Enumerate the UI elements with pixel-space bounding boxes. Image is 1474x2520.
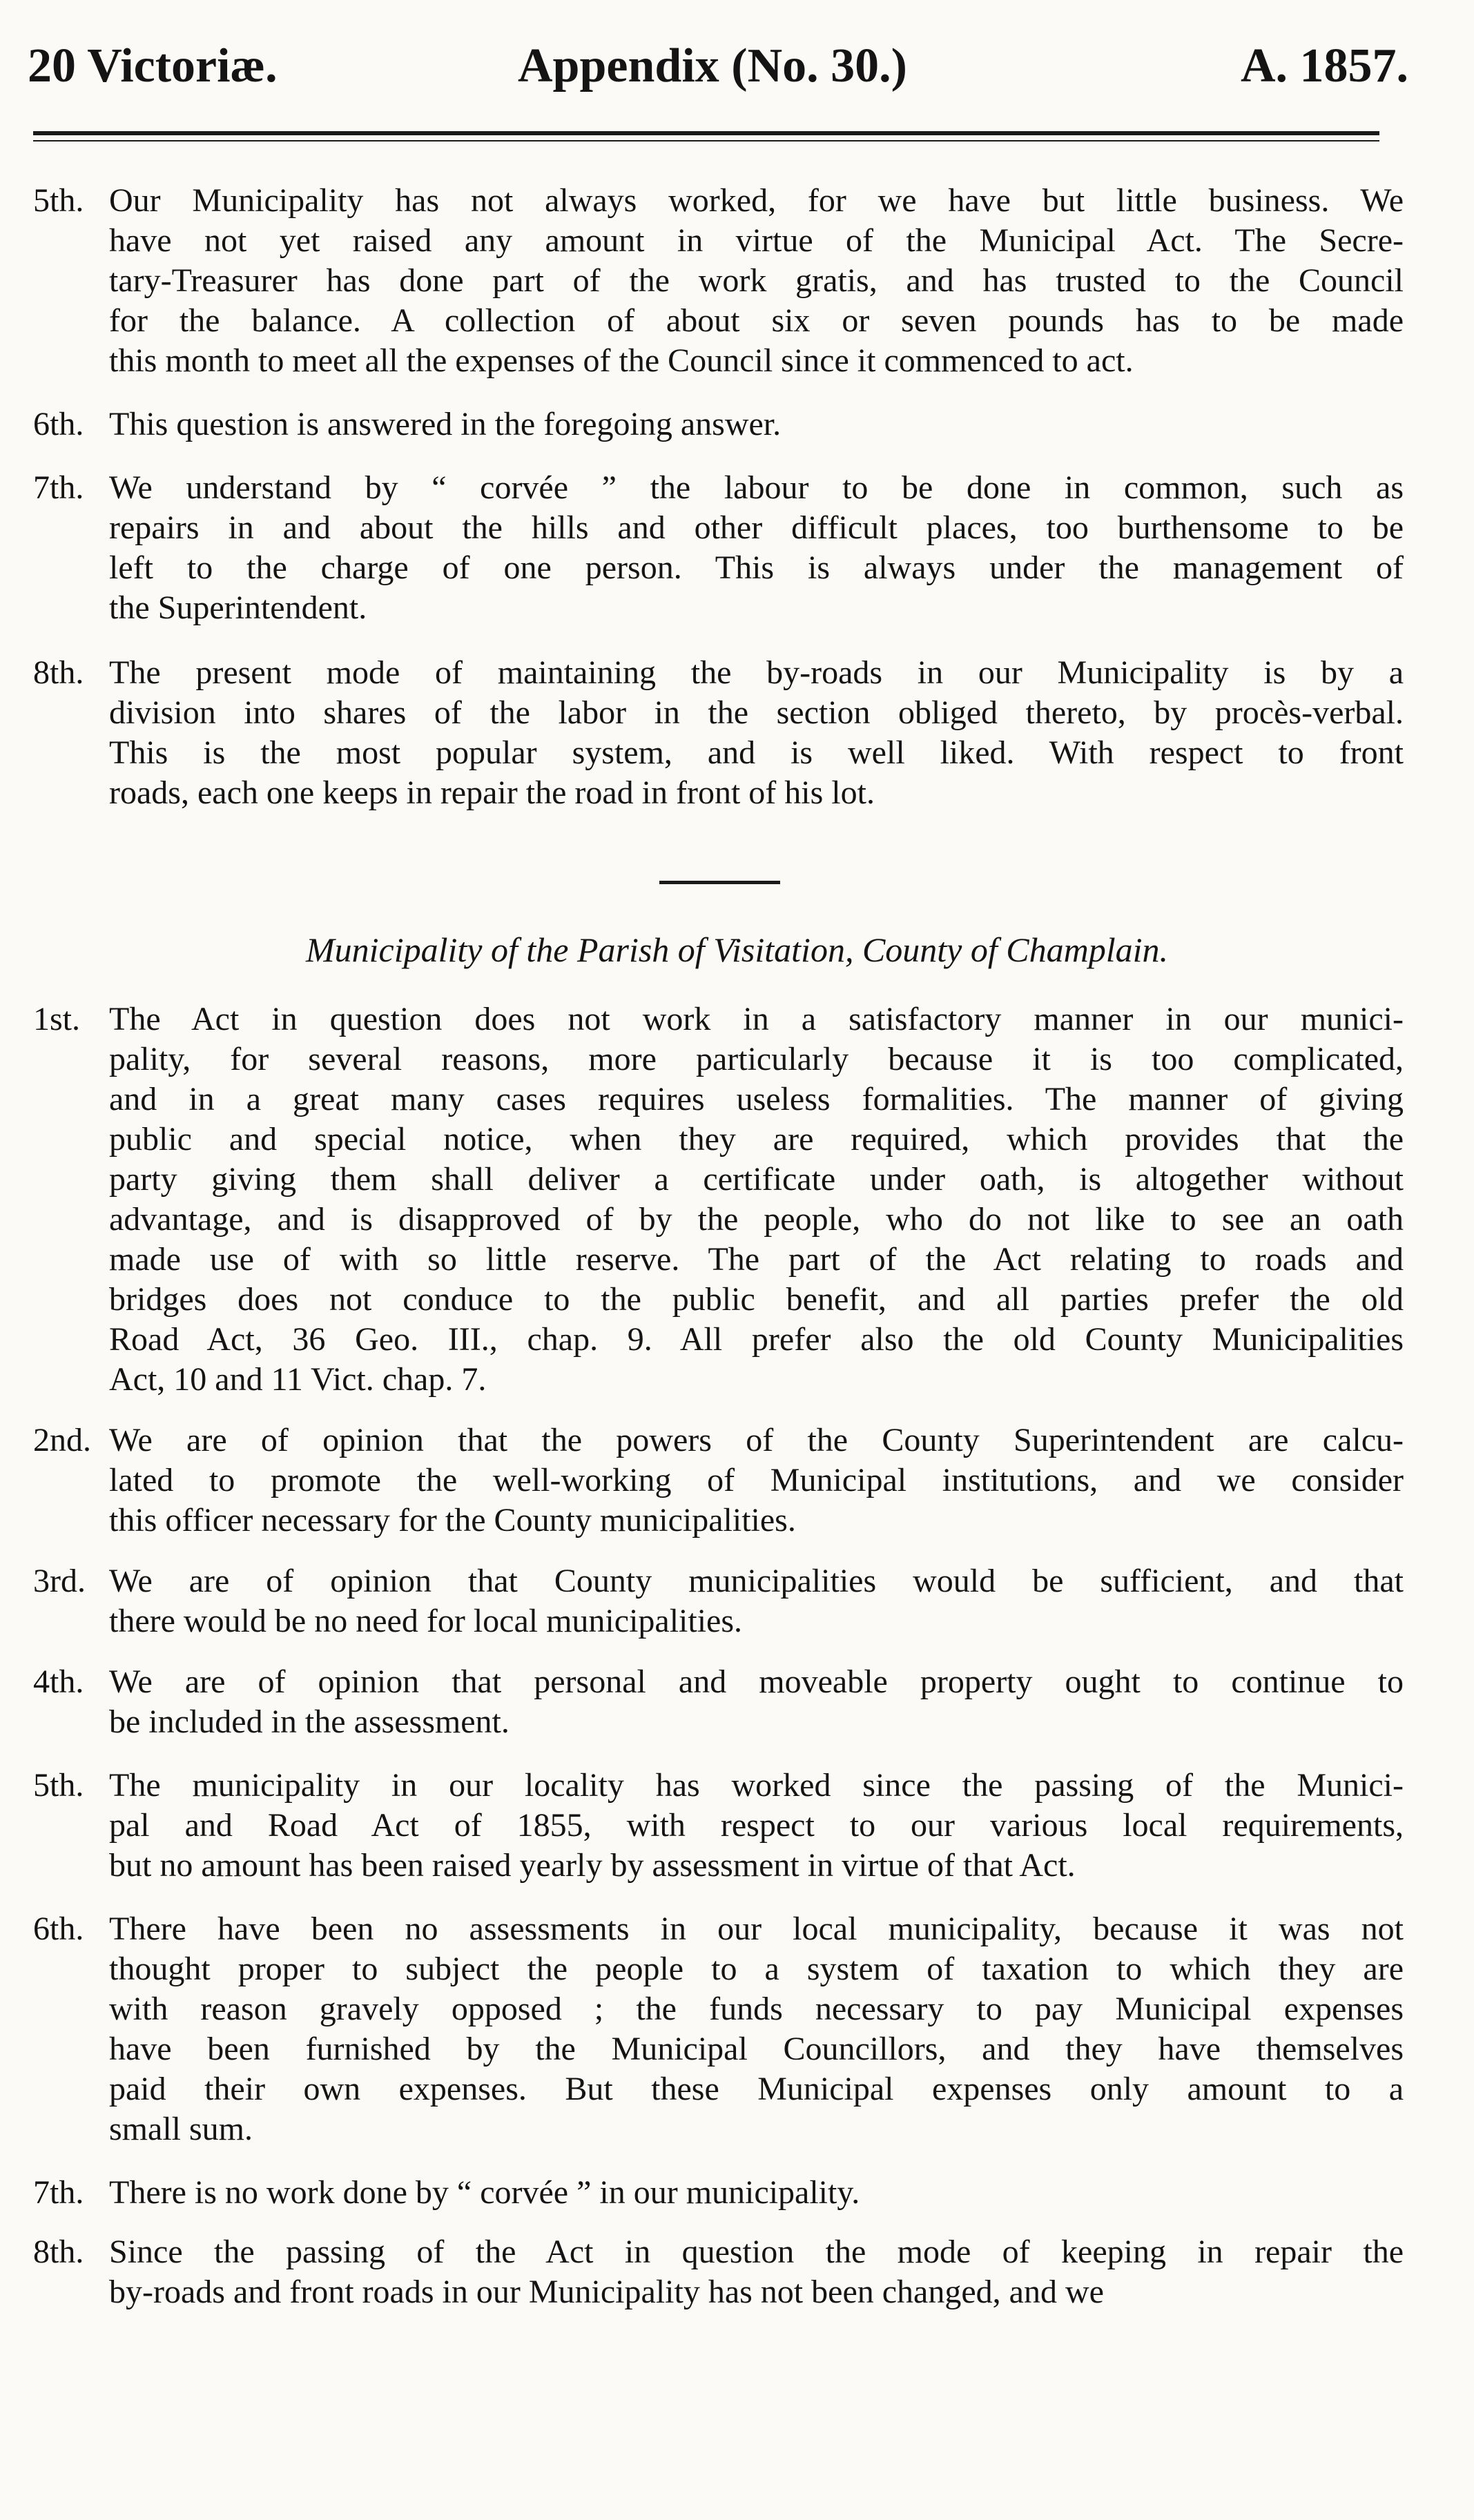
answer-line: Act, 10 and 11 Vict. chap. 7. bbox=[109, 1361, 487, 1398]
answer-paragraph bbox=[33, 181, 1404, 381]
answers-block-previous bbox=[33, 181, 1404, 813]
header-appendix: Appendix (No. 30.) bbox=[518, 39, 907, 92]
answer-line: We are of opinion that County municipalities would be sufficient, and that bbox=[109, 1563, 1404, 1599]
answer-paragraph bbox=[33, 1909, 1404, 2149]
answer-paragraph bbox=[33, 404, 1404, 445]
answer-paragraph bbox=[33, 999, 1404, 1400]
answer-paragraph bbox=[33, 468, 1404, 628]
answer-paragraph bbox=[33, 1420, 1404, 1541]
answer-number: 3rd. bbox=[33, 1563, 86, 1599]
answer-line: The Act in question does not work in a satisfactory manner in our munici- bbox=[109, 1001, 1404, 1037]
answer-number: 1st. bbox=[33, 1001, 81, 1037]
answer-line: We understand by “ corvée ” the labour to be done in common, such as bbox=[109, 469, 1404, 506]
answer-line: roads, each one keeps in repair the road in front of his lot. bbox=[109, 774, 875, 811]
answer-line: bridges does not conduce to the public benefit, and all parties prefer the old bbox=[109, 1281, 1404, 1318]
answer-line: This is the most popular system, and is well liked. With respect to front bbox=[109, 734, 1404, 771]
answer-line: We are of opinion that personal and moveable property ought to continue to bbox=[109, 1663, 1404, 1700]
answer-line: party giving them shall deliver a certificate under oath, is altogether without bbox=[109, 1161, 1404, 1198]
answer-line: Since the passing of the Act in question the mode of keeping in repair the bbox=[109, 2234, 1404, 2270]
answer-number: 7th. bbox=[33, 2174, 84, 2211]
answers-block-visitation bbox=[33, 999, 1404, 2312]
answer-line: there would be no need for local municipalities. bbox=[109, 1603, 743, 1639]
answer-number: 5th. bbox=[33, 1767, 84, 1804]
answer-line: for the balance. A collection of about six or seven pounds has to be made bbox=[109, 302, 1404, 339]
answer-line: We are of opinion that the powers of the County Superintendent are calcu- bbox=[109, 1422, 1404, 1458]
answer-line: small sum. bbox=[109, 2111, 253, 2147]
answer-number: 4th. bbox=[33, 1663, 84, 1700]
section-divider bbox=[659, 881, 780, 884]
answer-line: made use of with so little reserve. The part of the Act relating to roads and bbox=[109, 1241, 1404, 1278]
answer-line: and in a great many cases requires useless formalities. The manner of giving bbox=[109, 1081, 1404, 1117]
answer-number: 5th. bbox=[33, 182, 84, 219]
section-title: Municipality of the Parish of Visitation, County of Champlain. bbox=[305, 930, 1169, 969]
answer-line: tary-Treasurer has done part of the work gratis, and has trusted to the Council bbox=[109, 262, 1404, 299]
answer-line: Our Municipality has not always worked, for we have but little business. We bbox=[109, 182, 1404, 219]
answer-line: have not yet raised any amount in virtue of the Municipal Act. The Secre- bbox=[109, 222, 1404, 259]
answer-line: but no amount has been raised yearly by assessment in virtue of that Act. bbox=[109, 1847, 1076, 1884]
answer-paragraph bbox=[33, 653, 1404, 813]
answer-line: The municipality in our locality has worked since the passing of the Munici- bbox=[109, 1767, 1404, 1804]
answer-line: paid their own expenses. But these Municipal expenses only amount to a bbox=[109, 2071, 1404, 2107]
answer-paragraph bbox=[33, 2232, 1404, 2312]
page-header bbox=[28, 33, 1408, 99]
answer-line: lated to promote the well-working of Municipal institutions, and we consider bbox=[109, 1462, 1404, 1498]
answer-line: public and special notice, when they are required, which provides that the bbox=[109, 1121, 1404, 1158]
answer-line: Road Act, 36 Geo. III., chap. 9. All prefer also the old County Municipalities bbox=[109, 1321, 1404, 1358]
answer-line: by-roads and front roads in our Municipality has not been changed, and we bbox=[109, 2274, 1104, 2310]
answer-line: left to the charge of one person. This is always under the management of bbox=[109, 549, 1404, 586]
answer-line: The present mode of maintaining the by-roads in our Municipality is by a bbox=[109, 654, 1404, 691]
answer-line: pality, for several reasons, more particularly because it is too complicated, bbox=[109, 1041, 1404, 1077]
answer-paragraph bbox=[33, 1662, 1404, 1742]
answer-line: thought proper to subject the people to a system of taxation to which they are bbox=[109, 1951, 1404, 1987]
header-rule-thin bbox=[33, 140, 1379, 141]
answer-line: There is no work done by “ corvée ” in our municipality. bbox=[109, 2174, 860, 2211]
answer-number: 8th. bbox=[33, 2234, 84, 2270]
answer-line: the Superintendent. bbox=[109, 589, 367, 626]
answer-number: 6th. bbox=[33, 406, 84, 442]
answer-number: 2nd. bbox=[33, 1422, 91, 1458]
answer-line: this officer necessary for the County municipalities. bbox=[109, 1502, 796, 1539]
answer-number: 6th. bbox=[33, 1911, 84, 1947]
answer-paragraph bbox=[33, 1766, 1404, 1886]
answer-line: repairs in and about the hills and other difficult places, too burthensome to be bbox=[109, 509, 1404, 546]
answer-line: be included in the assessment. bbox=[109, 1703, 510, 1740]
header-rule-thick bbox=[33, 131, 1379, 135]
answer-line: this month to meet all the expenses of the Council since it commenced to act. bbox=[109, 342, 1134, 379]
answer-line: This question is answered in the foregoing answer. bbox=[109, 406, 782, 442]
answer-line: pal and Road Act of 1855, with respect to our various local requirements, bbox=[109, 1807, 1404, 1844]
answer-line: There have been no assessments in our local municipality, because it was not bbox=[109, 1911, 1404, 1947]
answer-line: have been furnished by the Municipal Councillors, and they have themselves bbox=[109, 2031, 1404, 2067]
answer-line: advantage, and is disapproved of by the people, who do not like to see an oath bbox=[109, 1201, 1404, 1238]
answer-paragraph bbox=[33, 1561, 1404, 1641]
answer-number: 8th. bbox=[33, 654, 84, 691]
answer-line: division into shares of the labor in the section obliged thereto, by procès-verbal. bbox=[109, 694, 1404, 731]
header-year: A. 1857. bbox=[1240, 39, 1408, 92]
answer-paragraph bbox=[33, 2173, 1404, 2213]
header-session: 20 Victoriæ. bbox=[28, 39, 278, 92]
answer-line: with reason gravely opposed ; the funds necessary to pay Municipal expenses bbox=[109, 1991, 1404, 2027]
answer-number: 7th. bbox=[33, 469, 84, 506]
